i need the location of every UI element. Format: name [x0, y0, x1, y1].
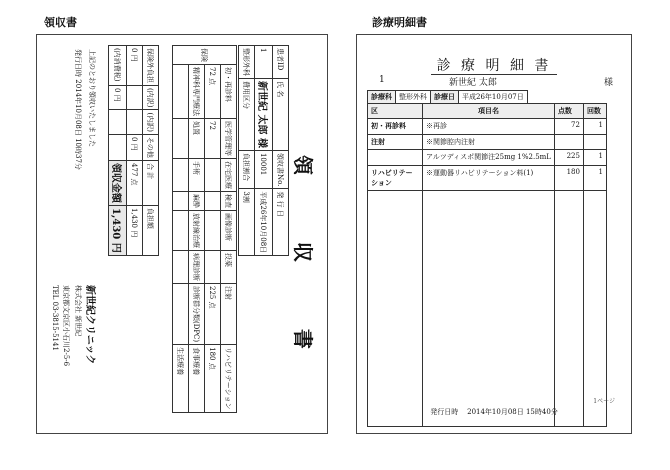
cost-1: 10001: [255, 150, 273, 188]
row-section: 注射: [368, 135, 423, 150]
row-item: アルツディスポ関節注25mg 1%2.5mL: [423, 150, 555, 166]
stamp-text: 上記のとおり領収いたしました: [88, 49, 96, 147]
patient-id: 1: [255, 46, 273, 79]
receipt-heading: 領収書: [44, 16, 77, 29]
row-count: 1: [583, 150, 606, 166]
date-value: 平成26年10月07日: [459, 91, 528, 104]
row-points: 225: [554, 150, 583, 166]
issued-at: 発行日時 2014年10月08日 10時37分: [74, 49, 82, 170]
ins-group-12: 麻酔: [189, 192, 205, 211]
statement-info-table: [367, 90, 528, 104]
col-item: 項目名: [423, 104, 555, 119]
row-section: 初・再診料: [368, 119, 423, 135]
tax-label: (内消費税): [109, 46, 127, 86]
company-name: 株式会社 新世紀: [74, 285, 82, 337]
row-item: ※関節腔内注射: [423, 135, 555, 150]
ins-group-15: 診断群分類(DPC): [189, 284, 205, 345]
clinic-tel: TEL 03-3815-5141: [51, 285, 59, 351]
ins-group-2: 医学管理等: [221, 119, 237, 159]
receipt-no-label: 領収書No.: [273, 150, 289, 188]
table-row: [368, 166, 607, 191]
receipt-header-table: [238, 45, 289, 256]
ins-group-9: 精神科専門療法: [189, 65, 205, 119]
yen-zero: 0 円: [127, 46, 143, 86]
ins-group-14: 病理診断: [189, 251, 205, 284]
pay-amount: 1,430 円: [109, 205, 127, 255]
clinic-name: 新世紀クリニック: [84, 285, 95, 365]
statement-pager: 1ページ: [593, 398, 615, 405]
row-count: 1: [583, 166, 606, 191]
row-item: ※再診: [423, 119, 555, 135]
row-count: 1: [583, 119, 606, 135]
ins-group-6: 投薬: [221, 251, 237, 284]
ins-group-3: 在宅医療: [221, 159, 237, 192]
ins-group-11: 手術: [189, 159, 205, 192]
self-item: (内訳): [143, 86, 159, 110]
statement-document: [356, 34, 632, 434]
clinic-address: 東京都文京区小石川2-5-6: [62, 285, 70, 367]
self-label: 保険外負担: [143, 46, 159, 86]
row-section: [368, 150, 423, 166]
dept-label: 診療科: [368, 91, 396, 104]
issue-label: 発 行 日: [273, 189, 289, 256]
receipt-title: 領 収 書: [291, 155, 315, 379]
col-points: 点数: [554, 104, 583, 119]
row-count: [583, 135, 606, 150]
date-label: 診療日: [431, 91, 459, 104]
table-row: [368, 135, 607, 150]
points-8: 180 点: [205, 345, 221, 412]
patient-name: 新世紀 太郎 様: [255, 79, 273, 151]
yen-zero-2: 0 円: [127, 134, 143, 160]
statement-items-table: [367, 103, 607, 427]
charge-label: 負担額: [143, 205, 159, 255]
total-points: 477 点: [127, 160, 143, 205]
col-count: 回数: [583, 104, 606, 119]
points-7: 225 点: [205, 284, 221, 345]
ins-group-4: 検査: [221, 192, 237, 211]
ins-group-5: 画像診断: [221, 211, 237, 251]
dept: 整形外科: [239, 46, 255, 79]
insurance-label: 保険: [173, 46, 237, 65]
ins-group-17: 生活療養: [173, 345, 189, 412]
receipt-totals-table: [108, 45, 159, 256]
ins-group-16: 食事療養: [189, 345, 205, 412]
yen-zero-3: 0 円: [109, 86, 127, 110]
statement-patient-name: 新世紀 太郎: [449, 78, 497, 88]
other-label: その他: [143, 134, 159, 160]
burden-label: 負担割合: [239, 150, 255, 188]
row-item: ※運動器リハビリテーション料(1): [423, 166, 555, 191]
statement-title: 診 療 明 細 書: [357, 55, 631, 75]
points-1: 72 点: [205, 65, 221, 119]
ins-group-10: 処置: [189, 119, 205, 159]
ins-group-1: 初・再診料: [221, 65, 237, 119]
issue-date: 平成26年10月08日: [255, 189, 273, 256]
total-points-label: 合 計: [143, 160, 159, 205]
row-points: [554, 135, 583, 150]
row-points: 72: [554, 119, 583, 135]
burden: 3割: [239, 189, 255, 256]
ins-group-8: リハビリテーション: [221, 345, 237, 412]
dept-value: 整形外科: [396, 91, 431, 104]
receipt-document: [36, 34, 328, 434]
cost-2: 72: [205, 119, 221, 159]
ins-group-7: 注射: [221, 284, 237, 345]
charge: 1,430 円: [127, 205, 143, 255]
statement-footer: 発行日時 2014年10月08日 15時40分: [430, 408, 558, 416]
receipt-insurance-table: [172, 45, 237, 413]
statement-heading: 診療明細書: [372, 16, 427, 29]
patient-id-label: 患者ID: [273, 46, 289, 79]
statement-honorific: 様: [603, 78, 613, 88]
table-row: [368, 119, 607, 135]
name-label: 氏 名: [273, 79, 289, 151]
col-section: 区: [368, 104, 423, 119]
cost-label: 費用区分: [239, 79, 255, 151]
statement-patient-no: 1: [379, 75, 385, 85]
row-points: 180: [554, 166, 583, 191]
row-section: リハビリテーション: [368, 166, 423, 191]
pay-label: 領収金額: [109, 160, 127, 205]
self-item-2: (内訳): [143, 110, 159, 134]
ins-group-13: 放射線治療: [189, 211, 205, 251]
table-row-empty: [368, 191, 607, 427]
table-row: [368, 150, 607, 166]
statement-patient-row: [369, 75, 619, 87]
